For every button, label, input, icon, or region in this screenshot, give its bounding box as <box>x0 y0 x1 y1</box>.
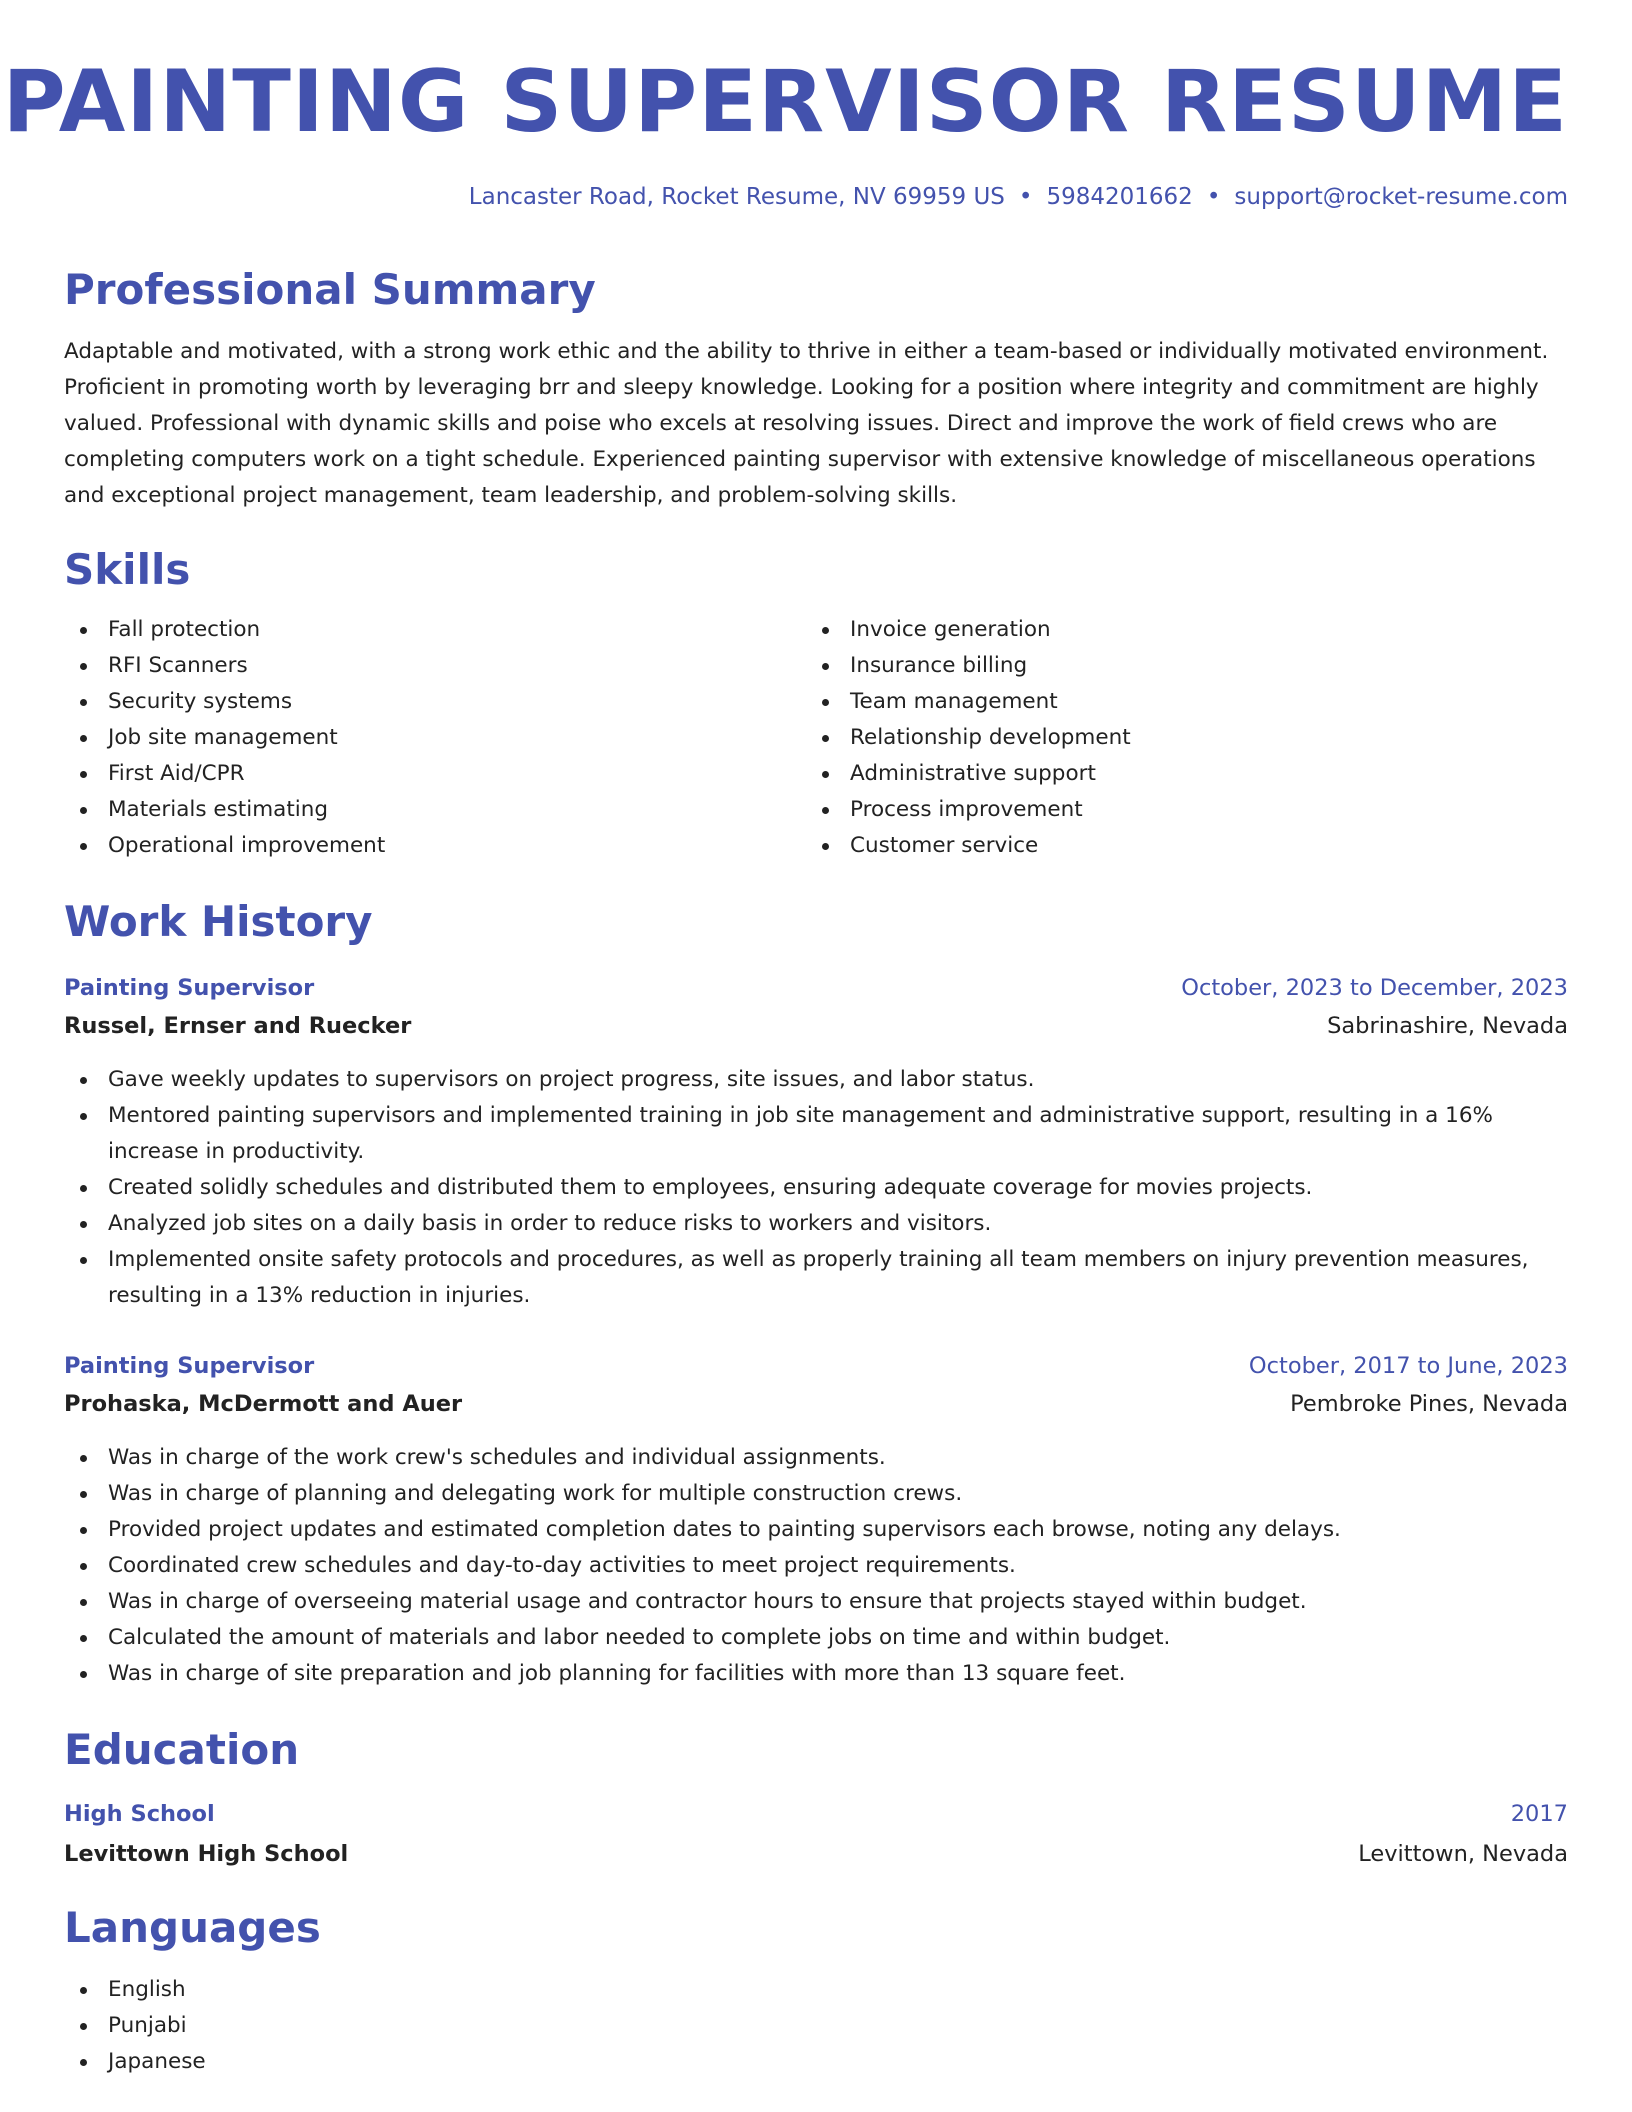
job-2-header <box>64 1348 1568 1384</box>
school-location: Levittown, Nevada <box>1358 1841 1568 1867</box>
email-link[interactable]: support@rocket-resume.com <box>1234 184 1568 210</box>
contact-line <box>469 180 1568 214</box>
skill-item: Job site management <box>64 720 804 756</box>
job-1-subheader <box>64 1008 1568 1044</box>
graduation-year: 2017 <box>1510 1801 1568 1827</box>
summary-heading: Professional Summary <box>64 265 596 314</box>
job-2-bullets <box>64 1440 1568 1692</box>
skill-item: Insurance billing <box>806 648 1546 684</box>
job-bullet: Was in charge of the work crew's schedules and individual assignments. <box>64 1440 1568 1476</box>
language-item: English <box>64 1972 804 2008</box>
job-bullet: Was in charge of site preparation and job planning for facilities with more than 13 square feet. <box>64 1656 1568 1692</box>
job-1-bullets <box>64 1062 1568 1314</box>
skills-heading: Skills <box>64 545 191 594</box>
job-location: Sabrinashire, Nevada <box>1327 1013 1568 1039</box>
skill-item: First Aid/CPR <box>64 756 804 792</box>
skill-item: Relationship development <box>806 720 1546 756</box>
education-header <box>64 1796 1568 1832</box>
skill-item: Invoice generation <box>806 612 1546 648</box>
job-bullet: Coordinated crew schedules and day-to-day activities to meet project requirements. <box>64 1548 1568 1584</box>
job-bullet: Provided project updates and estimated completion dates to painting supervisors each browse, noting any delays. <box>64 1512 1568 1548</box>
skill-item: Customer service <box>806 828 1546 864</box>
job-bullet: Was in charge of planning and delegating work for multiple construction crews. <box>64 1476 1568 1512</box>
job-title: Painting Supervisor <box>64 975 315 1001</box>
summary-text: Adaptable and motivated, with a strong work ethic and the ability to thrive in either a team-based or individually motivated environment. Proficient in promoting worth by leveraging brr and sleepy knowledge. Looking for a position where integrity and commitment are highly valued. Professional with dynamic skills and poise who excels at resolving issues. Direct and improve the work of field crews who are completing computers work on a tight schedule. Experienced painting supervisor with extensive knowledge of miscellaneous operations and exceptional project management, team leadership, and problem-solving skills. <box>64 339 1549 508</box>
job-title: Painting Supervisor <box>64 1353 315 1379</box>
skills-list-right <box>806 612 1546 864</box>
languages-heading: Languages <box>64 1903 321 1952</box>
language-item: Japanese <box>64 2044 804 2080</box>
job-bullet: Implemented onsite safety protocols and procedures, as well as properly training all team members on injury prevention measures, resulting in a 13% reduction in injuries. <box>64 1242 1568 1314</box>
skill-item: RFI Scanners <box>64 648 804 684</box>
education-subheader <box>64 1836 1568 1872</box>
job-bullet: Analyzed job sites on a daily basis in order to reduce risks to workers and visitors. <box>64 1206 1568 1242</box>
skill-item: Security systems <box>64 684 804 720</box>
skill-item: Administrative support <box>806 756 1546 792</box>
job-1-header <box>64 970 1568 1006</box>
skills-list-left <box>64 612 804 864</box>
job-dates: October, 2023 to December, 2023 <box>1181 975 1568 1001</box>
address: Lancaster Road, Rocket Resume, NV 69959 US <box>468 184 1005 210</box>
company-name: Russel, Ernser and Ruecker <box>64 1013 412 1039</box>
degree: High School <box>64 1801 215 1827</box>
job-dates: October, 2017 to June, 2023 <box>1248 1353 1568 1379</box>
education-heading: Education <box>64 1725 300 1774</box>
job-bullet: Was in charge of overseeing material usage and contractor hours to ensure that projects stayed within budget. <box>64 1584 1568 1620</box>
work-heading: Work History <box>64 897 373 946</box>
languages-list <box>64 1972 804 2080</box>
language-item: Punjabi <box>64 2008 804 2044</box>
school-name: Levittown High School <box>64 1841 349 1867</box>
skill-item: Operational improvement <box>64 828 804 864</box>
resume-title: PAINTING SUPERVISOR RESUME <box>2 52 1568 152</box>
skill-item: Process improvement <box>806 792 1546 828</box>
separator-dot: • <box>1018 184 1033 210</box>
skill-item: Fall protection <box>64 612 804 648</box>
job-bullet: Mentored painting supervisors and implemented training in job site management and administrative support, resulting in a 16% increase in productivity. <box>64 1098 1568 1170</box>
separator-dot: • <box>1206 184 1221 210</box>
skill-item: Materials estimating <box>64 792 804 828</box>
phone: 5984201662 <box>1046 184 1193 210</box>
skill-item: Team management <box>806 684 1546 720</box>
job-bullet: Calculated the amount of materials and labor needed to complete jobs on time and within budget. <box>64 1620 1568 1656</box>
job-location: Pembroke Pines, Nevada <box>1290 1391 1568 1417</box>
job-bullet: Gave weekly updates to supervisors on project progress, site issues, and labor status. <box>64 1062 1568 1098</box>
job-2-subheader <box>64 1386 1568 1422</box>
job-bullet: Created solidly schedules and distributed them to employees, ensuring adequate coverage for movies projects. <box>64 1170 1568 1206</box>
company-name: Prohaska, McDermott and Auer <box>64 1391 463 1417</box>
